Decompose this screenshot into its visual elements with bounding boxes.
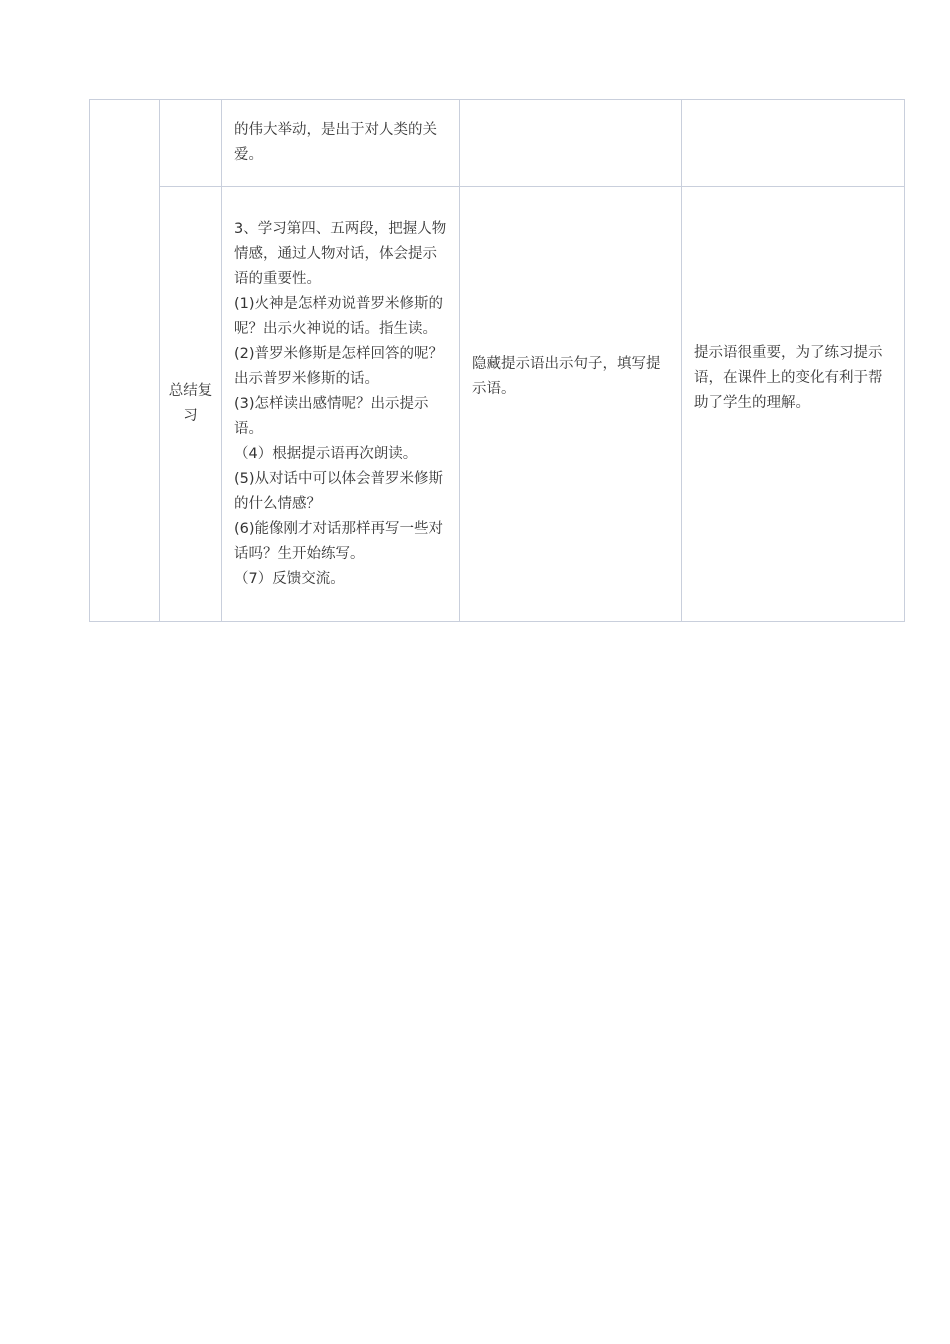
intent-cell [682, 100, 905, 187]
media-cell [460, 187, 682, 622]
content-cell [222, 100, 460, 187]
content-cell [222, 187, 460, 622]
table-row [90, 100, 905, 187]
content-line: （4）根据提示语再次朗读。 [234, 445, 418, 462]
lesson-plan-table [89, 99, 905, 622]
merged-first-column-cell [90, 100, 160, 622]
table-row [90, 187, 905, 622]
media-cell [460, 100, 682, 187]
content-line: (3)怎样读出感情呢？出示提示语。 [234, 395, 429, 437]
intent-cell [682, 187, 905, 622]
content-line: (1)火神是怎样劝说普罗米修斯的呢？出示火神说的话。指生读。 [234, 295, 444, 337]
step-cell: 总结复习 [160, 187, 222, 622]
content-line: （7）反馈交流。 [234, 570, 345, 587]
content-line: 3、学习第四、五两段，把握人物情感，通过人物对话，体会提示语的重要性。 [234, 220, 447, 287]
media-text: 隐藏提示语出示句子，填写提示语。 [472, 356, 661, 397]
intent-text: 提示语很重要，为了练习提示语，在课件上的变化有利于帮助了学生的理解。 [694, 344, 883, 411]
content-line: 的伟大举动，是出于对人类的关爱。 [234, 122, 437, 163]
step-cell [160, 100, 222, 187]
content-line: (2)普罗米修斯是怎样回答的呢？出示普罗米修斯的话。 [234, 345, 444, 387]
content-line: (6)能像刚才对话那样再写一些对话吗？生开始练写。 [234, 520, 444, 562]
content-line: (5)从对话中可以体会普罗米修斯的什么情感？ [234, 470, 444, 512]
